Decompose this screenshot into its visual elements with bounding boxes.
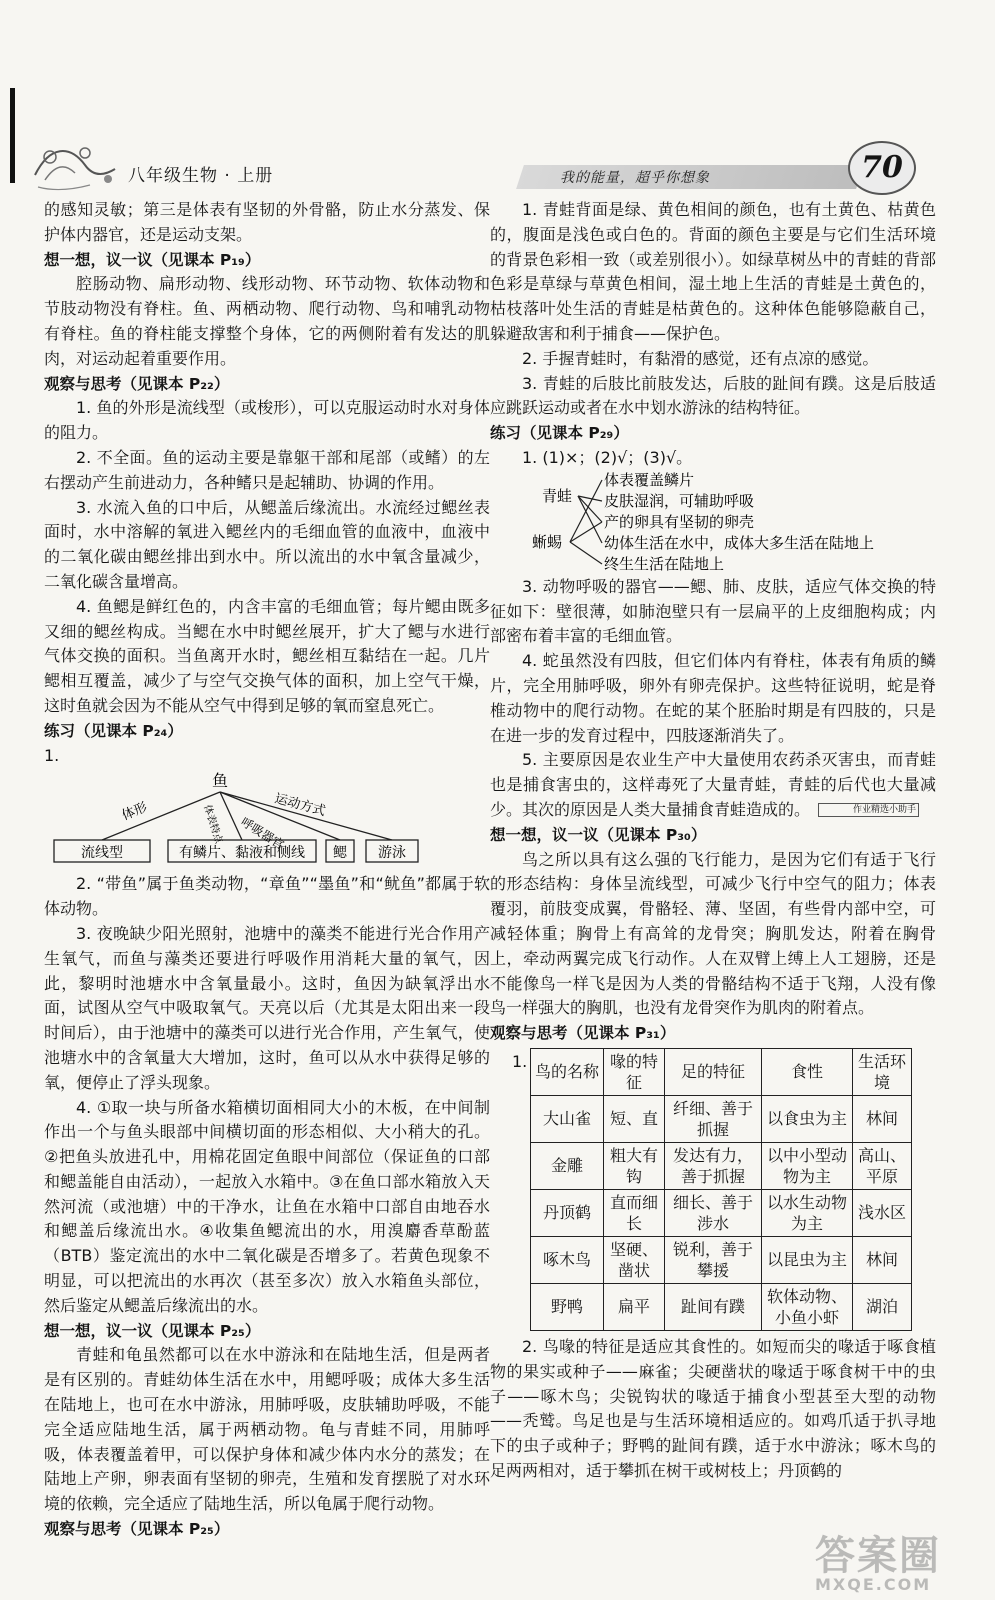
paragraph-text: 5. 主要原因是农业生产中大量使用农药杀灭害虫，而青蛙也是捕食害虫的，这样毒死了大量青蛙，青蛙的后代也大量减少。其次的原因是人类大量捕食青蛙造成的。 [490,750,936,819]
answer-paragraph [44,396,490,446]
paragraph-text: 4. 鱼鳃是鲜红色的，内含丰富的毛细血管；每片鳃由既多又细的鳃丝构成。当鳃在水中时鳃丝展开，扩大了鳃与水进行气体交换的面积。当鱼离开水时，鳃丝相互黏结在一起。几片鳃相互覆盖，减少了与空气交换气体的面积，加上空气干燥，这时鱼就会因为不能从空气中得到足够的氧而窒息死亡。 [44,596,490,715]
table-cell: 以食虫为主 [762,1095,853,1142]
table-cell: 坚硬、凿状 [604,1236,665,1283]
paragraph-text: 青蛙和龟虽然都可以在水中游泳和在陆地生活，但是两者是有区别的。青蛙幼体生活在水中，用鳃呼吸；成体大多生活在陆地上，也可在水中游泳，用肺呼吸，皮肤辅助呼吸，不能完全适应陆地生活，属于两栖动物。龟与青蛙不同，用肺呼吸，体表覆盖着甲，可以保护身体和减少体内水分的蒸发；在陆地上产卵，卵表面有坚韧的卵壳，生殖和发育摆脱了对水环境的依赖，完全适应了陆地生活，所以龟属于爬行动物。 [44,1345,490,1514]
table-cell: 大山雀 [531,1095,604,1142]
paragraph-text: 腔肠动物、扁形动物、线形动物、环节动物、软体动物和节肢动物没有脊柱。鱼、两栖动物、爬行动物、鸟和哺乳动物有脊柱。鱼的脊柱能支撑整个身体，它的两侧附着有发达的肌肉，对运动起着重要作用。 [44,274,490,368]
answer-paragraph [490,446,936,471]
table-cell: 细长、善于涉水 [665,1189,762,1236]
paragraph-text: 1. (1)×；(2)√；(3)√。 [522,447,693,467]
section-heading [44,248,490,273]
diagram-branch-label: 呼吸器官 [238,814,287,853]
paragraph-text: 的感知灵敏；第三是体表有坚韧的外骨骼，防止水分蒸发、保护体内器官，还是运动支架。 [44,200,490,244]
paragraph-text: 观察与思考（见课本 P₂₅） [44,1520,230,1539]
paragraph-text: 想一想，议一议（见课本 P₂₅） [44,1321,261,1340]
table-cell: 林间 [853,1095,912,1142]
answer-paragraph [490,1335,936,1484]
paragraph-text: 观察与思考（见课本 P₂₂） [44,374,230,393]
table-cell: 以中小型动物为主 [762,1142,853,1189]
floral-ornament-icon [30,135,130,195]
page-header [30,135,970,195]
matching-diagram-svg [490,471,930,575]
paragraph-text: 1. 青蛙背面是绿、黄色相间的颜色，也有土黄色、枯黄色的，腹面是浅色或白色的。背面的颜色主要是与它们生活环境的背景色彩相一致（或差别很小）。如绿草树丛中的青蛙的背部色彩是草绿与草黄色相间，湿土地上生活的青蛙是土黄色的，枯枝落叶处生活的青蛙是枯黄色的。这种体色能够隐蔽自己，躲避敌害和利于捕食——保护色。 [490,200,936,343]
table-cell: 扁平 [604,1283,665,1330]
diagram-leaf-label: 流线型 [81,845,123,862]
table-cell: 软体动物、小鱼小虾 [762,1283,853,1330]
text-line [44,744,490,769]
table-cell: 高山、平原 [853,1142,912,1189]
diagram-branch-label: 运动方式 [272,791,328,820]
table-header-cell: 食性 [762,1048,853,1095]
fish-concept-diagram [44,770,490,870]
diagram-leaf-label: 游泳 [378,845,406,862]
matching-line [570,542,602,564]
answer-paragraph [44,595,490,719]
answer-paragraph [490,748,936,822]
table-cell: 发达有力，善于抓握 [665,1142,762,1189]
answer-paragraph [44,1096,490,1319]
animal-label: 青蛙 [542,486,573,505]
trait-label: 皮肤湿润，可辅助呼吸 [604,491,755,510]
table-cell: 以昆虫为主 [762,1236,853,1283]
diagram-leaf-label: 鳃 [333,845,347,862]
answer-paragraph [490,649,936,748]
bird-table-wrap [490,1048,936,1331]
section-heading [44,1517,490,1542]
paragraph-text: 鸟之所以具有这么强的飞行能力，是因为它们有适于飞行的形态结构：身体呈流线型，可减少飞行中空气的阻力；体表覆羽，前肢变成翼，骨骼轻、薄、坚固，有些骨内部中空，可减轻体重；胸骨上有高耸的龙骨突；胸肌发达，附着在胸骨上，牵动两翼完成飞行动作。人在双臂上缚上人工翅膀，还是不能像鸟一样飞是因为人类的骨骼结构不适于飞翔，人没有像鸟一样强大的胸肌，也没有龙骨突作为肌肉的附着点。 [490,849,936,1018]
diagram-branch-label: 体形 [119,800,150,825]
section-heading [490,1021,936,1046]
section-heading [44,1319,490,1344]
paragraph-text: 想一想，议一议（见课本 P₁₉） [44,250,261,269]
table-cell: 金雕 [531,1142,604,1189]
section-heading [44,719,490,744]
paragraph-text: 3. 夜晚缺少阳光照射，池塘中的藻类不能进行光合作用产生氧气，而鱼与藻类还要进行呼吸作用消耗大量的氧气，因此，黎明时池塘水中含氧量最小。这时，鱼因为缺氧浮出水面，试图从空气中吸取氧气。天亮以后（尤其是太阳出来一段时间后），由于池塘中的藻类可以进行光合作用，产生氧气，使池塘水中的含氧量大大增加，这时，鱼可以从水中获得足够的氧，便停止了浮头现象。 [44,923,490,1092]
fish-diagram-svg [44,770,484,870]
left-column [44,198,490,1542]
diagram-branch-line [102,792,220,840]
answer-paragraph [44,272,490,371]
subject-title: 八年级生物 · 上册 [128,166,274,186]
table-cell: 啄木鸟 [531,1236,604,1283]
table-row [531,1236,912,1283]
trait-label: 体表覆盖鳞片 [604,470,695,489]
paragraph-text: 观察与思考（见课本 P₃₁） [490,1024,676,1043]
answer-paragraph [44,446,490,496]
table-cell: 丹顶鹤 [531,1189,604,1236]
watermark [815,1524,985,1594]
paragraph-text: 1. [44,745,60,765]
slogan-text: 我的能量，超乎你想象 [560,170,710,186]
table-cell: 湖泊 [853,1283,912,1330]
watermark-logo: 答案圈 [815,1533,941,1579]
answer-paragraph [44,872,490,922]
answer-paragraph [490,347,936,372]
trait-label: 产的卵具有坚韧的卵壳 [604,512,755,531]
paragraph-text: 2. “带鱼”属于鱼类动物，“章鱼”“墨鱼”和“鱿鱼”都属于软体动物。 [44,874,490,919]
table-header-cell: 生活环境 [853,1048,912,1095]
binding-bar [10,88,15,183]
paragraph-text: 4. 蛇虽然没有四肢，但它们体内有脊柱，体表有角质的鳞片，完全用肺呼吸，卵外有卵壳保护。这些特征说明，蛇是脊椎动物中的爬行动物。在蛇的某个胚胎时期是有四肢的，只是在进一步的发育过程中，四肢逐渐消失了。 [490,651,936,745]
answer-paragraph [490,198,936,347]
right-column [490,198,936,1484]
section-heading [490,421,936,446]
table-number: 1. [512,1051,528,1071]
table-row [531,1142,912,1189]
frog-lizard-matching-diagram [490,471,936,575]
animal-label: 蜥蜴 [532,532,563,551]
table-header-cell: 鸟的名称 [531,1048,604,1095]
answer-paragraph [490,372,936,422]
helper-stamp: 作业精选小助手 [818,803,919,817]
paragraph-text: 3. 动物呼吸的器官——鳃、肺、皮肤，适应气体交换的特征如下：壁很薄，如肺泡壁只有一层扁平的上皮细胞构成；内部密布着丰富的毛细血管。 [490,576,936,646]
answer-paragraph [490,575,936,649]
table-cell: 野鸭 [531,1283,604,1330]
answer-paragraph [44,922,490,1096]
table-row [531,1189,912,1236]
paragraph-text: 3. 水流入鱼的口中后，从鳃盖后缘流出。水流经过鳃丝表面时，水中溶解的氧进入鳃丝内的毛细血管的血液中，血液中的二氧化碳由鳃丝排出到水中。所以流出的水中氧含量减少，二氧化碳含量增高。 [44,497,490,591]
table-cell: 浅水区 [853,1189,912,1236]
table-header-cell: 喙的特征 [604,1048,665,1095]
table-header-row [531,1048,912,1095]
paragraph-text: 2. 不全面。鱼的运动主要是靠躯干部和尾部（或鳍）的左右摆动产生前进动力，各种鳍只是起辅助、协调的作用。 [44,447,490,492]
paragraph-text: 3. 青蛙的后肢比前肢发达，后肢的趾间有蹼。这是后肢适应跳跃运动或者在水中划水游泳的结构特征。 [490,373,936,418]
diagram-leaf-label: 有鳞片、黏液和侧线 [179,845,305,862]
table-cell: 以水生动物为主 [762,1189,853,1236]
table-cell: 粗大有钩 [604,1142,665,1189]
trait-label: 幼体生活在水中，成体大多生活在陆地上 [604,533,875,552]
bird-traits-table [530,1048,912,1331]
paragraph-text: 练习（见课本 P₂₄） [44,721,183,740]
table-row [531,1095,912,1142]
paragraph-text: 练习（见课本 P₂₉） [490,424,629,443]
paragraph-text: 想一想，议一议（见课本 P₃₀） [490,825,707,844]
table-cell: 锐利，善于攀援 [665,1236,762,1283]
table-cell: 趾间有蹼 [665,1283,762,1330]
answer-paragraph [490,848,936,1022]
table-cell: 短、直 [604,1095,665,1142]
table-cell: 林间 [853,1236,912,1283]
diagram-branch-label: 体表特点 [201,803,224,846]
answer-paragraph [44,496,490,595]
paragraph-text: 1. 鱼的外形是流线型（或梭形），可以克服运动时水对身体的阻力。 [44,398,490,443]
table-header-cell: 足的特征 [665,1048,762,1095]
watermark-url: MXQE.COM [815,1575,932,1594]
table-row [531,1283,912,1330]
paragraph-text: 4. ①取一块与所备水箱横切面相同大小的木板，在中间制作出一个与鱼头眼部中间横切面的形态相似、大小稍大的孔。②把鱼头放进孔中，用棉花固定鱼眼中间部位（保证鱼的口部和鳃盖能自由活动），一起放入水箱中。③在鱼口部水箱放入天然河流（或池塘）中的干净水，让鱼在水箱中口部自由地吞水和鳃盖后缘流出水。④收集鱼鳃流出的水，用溴麝香草酚蓝（BTB）鉴定流出的水中二氧化碳是否增多了。若黄色现象不明显，可以把流出的水再次（甚至多次）放入水箱鱼头部位，然后鉴定从鳃盖后缘流出的水。 [44,1097,490,1315]
diagram-root-label: 鱼 [211,771,229,791]
trait-label: 终生生活在陆地上 [604,554,725,573]
table-cell: 直而细长 [604,1189,665,1236]
answer-paragraph [44,1343,490,1517]
section-heading [490,823,936,848]
text-line [44,198,490,248]
page-number: 70 [848,141,916,195]
paragraph-text: 2. 手握青蛙时，有黏滑的感觉，还有点凉的感觉。 [522,348,879,368]
table-cell: 纤细、善于抓握 [665,1095,762,1142]
paragraph-text: 2. 鸟喙的特征是适应其食性的。如短而尖的喙适于啄食植物的果实或种子——麻雀；尖硬凿状的喙适于啄食树干中的虫子——啄木鸟；尖锐钩状的喙适于捕食小型甚至大型的动物——秃鹫。鸟足也是与生活环境相适应的。如鸡爪适于扒寻地下的虫子或种子；野鸭的趾间有蹼，适于水中游泳；啄木鸟的足两两相对，适于攀抓在树干或树枝上；丹顶鹤的 [490,1336,936,1480]
section-heading [44,372,490,397]
